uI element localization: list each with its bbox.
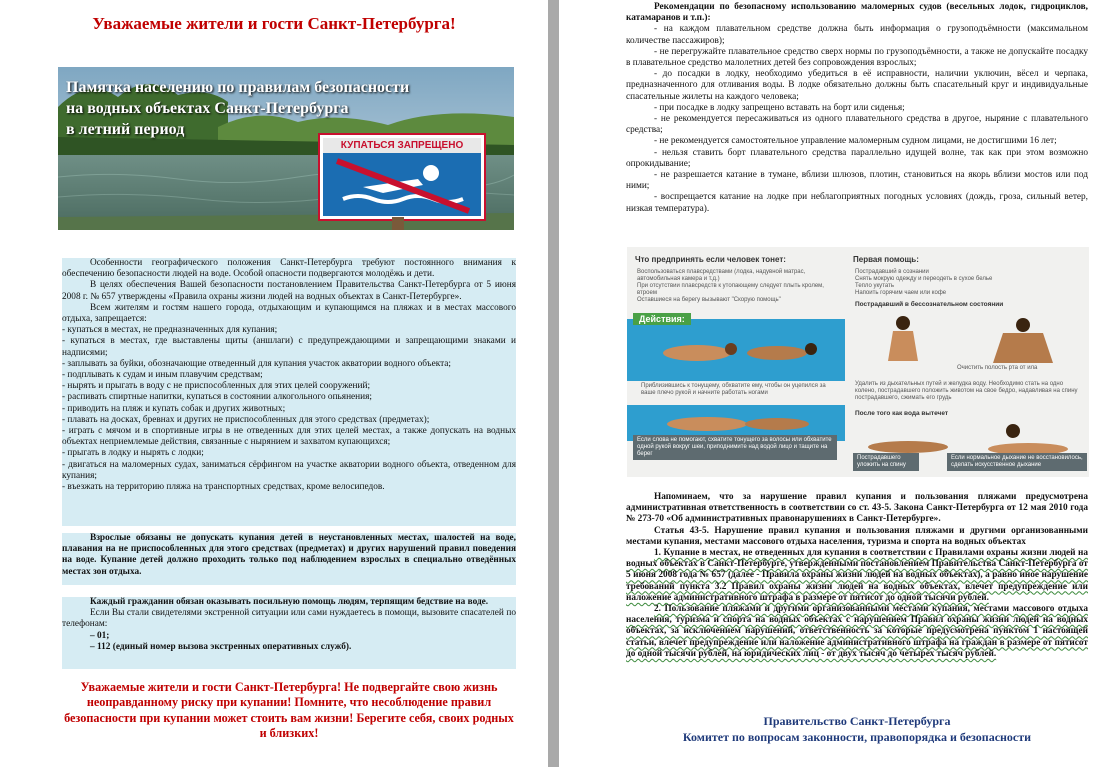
right-page [559,0,1116,767]
law-block [626,492,1088,660]
step-text: Если нормальное дыхание не восстановилось, сделать искусственное дыхание [947,453,1087,471]
boats-block [626,2,1088,215]
list-item: - не рекомендуется самостоятельное управление маломерным судном лицами, не достигшими 16 лет; [654,136,1057,147]
paragraph: Особенности географического положения Санкт-Петербурга требуют постоянного внимания к обеспечению безопасности людей на воде. Особой опасности подвергаются молодёжь и дети. [62,258,516,280]
infographic-list [855,269,1055,297]
swimmer-icon [323,153,481,216]
paragraph: Статья 43-5. Нарушение правил купания и пользования пляжами и другими организованными местами купания, местами массового отдыха населения, туризма и спорта на водных объектах [626,525,1088,547]
no-swimming-sign [320,135,484,219]
list-item: - купаться в местах, не предназначенных для купания; [62,325,278,336]
list-item: - приводить на пляж и купать собак и других животных; [62,403,286,414]
paragraph: Рекомендации по безопасному использованию маломерных судов (весельных лодок, гидроциклов, катамаранов и т.п.): [626,2,1088,24]
list-item: - прыгать в лодку и нырять с лодки; [62,448,204,459]
infographic-heading: Первая помощь: [853,255,919,264]
photo-title-line: Памятка населению по правилам безопасности [66,79,410,96]
photo-title-line: на водных объектах Санкт-Петербурга [66,100,349,117]
infographic-item: Пострадавший в сознании [855,269,929,275]
step-text: Если слова не помогают, схватите тонущего за волосы или обхватите одной рукой вокруг шеи, приподнимите над водой лицо и тащите на берег [633,435,837,460]
sign-post [392,217,404,230]
infographic-heading: Что предпринять если человек тонет: [635,255,786,264]
signature-line: Комитет по вопросам законности, правопорядка и безопасности [682,730,1032,744]
infographic-item: При отсутствии плавсредств к утопающему следует плыть кролем, втроем [637,283,824,296]
list-item: - подплывать к судам и иным плавучим средствам; [62,370,263,381]
paragraph: Каждый гражданин обязан оказывать посильную помощь людям, терпящим бедствие на воде. [90,597,489,607]
list-item: - плавать на досках, бревнах и других не приспособленных для этого средствах (предметах); [62,414,430,425]
infographic-item: Снять мокрую одежду и переодеть в сухое белье [855,276,993,282]
lake-photo [58,67,514,230]
list-item: - на каждом плавательном средстве должна быть информация о грузоподъёмности (максимальном количестве пассажиров); [626,24,1088,46]
list-item: - не разрешается катание в тумане, вблизи шлюзов, плотин, становиться на якорь вблизи мостов или под ними; [626,170,1088,192]
infographic-subheading: Пострадавший в бессознательном состоянии [855,301,1004,308]
list-item: - воспрещается катание на лодке при неблагоприятных погодных условиях (дождь, гроза, сильный ветер, низкая температура). [626,192,1088,214]
drowning-infographic [627,247,1089,477]
list-item: - распивать спиртные напитки, купаться в состоянии алкогольного опьянения; [62,392,372,403]
left-page [0,0,548,767]
list-item: - играть с мячом и в спортивные игры в не отведенных для этих целей местах, а также допускать на водных объектах неприемлемые действия, связанные с нырянием и захватом купающихся; [62,426,516,448]
infographic-item: Напоить горячим чаем или кофе [855,290,947,296]
paragraph: 2. Пользование пляжами и другими организованными местами купания, местами массового отдыха населения, туризма и спорта на водных объектах с нарушением Правил охраны жизни людей на водных объектах, за исключением нарушений, ответственность за которые предусмотрена пунктом 1 настоящей статьи, влечет предупреждение или наложение административного штрафа на граждан в размере от пятисот до одной тысячи рублей, на юридических лиц - от двух тысяч до четырех тысяч рублей. [626,604,1088,659]
rules-block [62,258,516,526]
step-text: Приблизившись к тонущему, обхватите ему, чтобы он уцепился за ваше плечо рукой и начните работать ногами [641,383,826,396]
sign-text: КУПАТЬСЯ ЗАПРЕЩЕНО [323,138,481,153]
phone-number: – 112 (единый номер вызова экстренных оперативных служб). [90,641,352,652]
photo-title-line: в летний период [66,121,185,138]
rescuer-illustration [853,311,1083,371]
list-item: - не рекомендуется пересаживаться из одного плавательного средства в другое, ныряние с плавательного средства; [626,114,1088,136]
page-title: Уважаемые жители и гости Санкт-Петербурга! [92,14,456,33]
infographic-item: Оставшиеся на берегу вызывают "Скорую помощь" [637,297,781,303]
warning-text: Уважаемые жители и гости Санкт-Петербурга! Не подвергайте свою жизнь неоправданному риску при купании! Помните, что несоблюдение правил безопасности при купании может стоить вам жизни! Берегите себя, своих родных и близких! [64,680,514,741]
list-item: - нельзя ставить борт плавательного средства параллельно идущей волне, так как при этом возможно опрокидывание; [626,147,1088,169]
paragraph: Если Вы стали свидетелями экстренной ситуации или сами нуждаетесь в помощи, вызовите спасателей по телефонам: [62,608,516,630]
swimmers-illustration [627,323,845,383]
infographic-item: Тепло укутать [855,283,894,289]
signature-line: Правительство Санкт-Петербурга [763,714,951,728]
step-text: Очистить полость рта от ила [957,365,1038,371]
photo-title [66,77,409,140]
infographic-item: Воспользоваться плавсредствами (лодка, надувной матрас, автомобильная камера и т.д.) [637,269,806,282]
infographic-subheading: После того как вода вытечет [855,410,949,417]
step-text: Удалить из дыхательных путей и желудка воду. Необходимо стать на одно колено, пострадавшего положить животом на свое бедро, надавливая на спину пострадавшего, сжимать его грудь [855,381,1078,401]
list-item: - заплывать за буйки, обозначающие отведенный для купания участок акватории водного объекта; [62,358,451,369]
list-item: - при посадке в лодку запрещено вставать на борт или сиденья; [654,102,905,113]
paragraph: 1. Купание в местах, не отведенных для купания в соответствии с Правилами охраны жизни людей на водных объектах в Санкт-Петербурге, утвержденными постановлением Правительства Санкт-Петербурга от 5 июня 2008 года № 657 (далее - Правила охраны жизни людей на водных объектах), а равно иное нарушение требований пункта 3.2 Правил охраны жизни людей на водных объектах, влечет предупреждение или наложение административного штрафа в размере от пятисот до одной тысячи рублей. [626,548,1088,603]
infographic-list [637,269,837,304]
paragraph: Взрослые обязаны не допускать купания детей в неустановленных местах, шалостей на воде, плавания на не приспособленных для этого средствах (предметах) и других нарушений правил поведения на воде. Купание детей должно проходить только под наблюдением взрослых в специально отведённых местах зон отдыха. [62,533,516,577]
help-block [62,597,516,669]
paragraph: Напоминаем, что за нарушение правил купания и пользования пляжами предусмотрена административная ответственность в соответствии со ст. 43-5. Закона Санкт-Петербурга от 12 мая 2010 года № 273-70 «Об административных правонарушениях в Санкт-Петербурге». [626,492,1088,525]
list-item: - до посадки в лодку, необходимо убедиться в её исправности, наличии уключин, вёсел и черпака, предназначенного для отливания воды. В лодке обязательно должны быть спасательный круг и индивидуальные спасательные жилеты на каждого человека; [626,69,1088,102]
actions-label: Действия: [633,313,691,325]
list-item: - двигаться на маломерных судах, заниматься сёрфингом на участке акватории водного объекта, отведенном для купания; [62,459,516,481]
list-item: - не перегружайте плавательное средство сверх нормы по грузоподъёмности, а также не допускайте посадку в плавательное средство малолетних детей без сопровождения взрослых; [626,46,1088,69]
list-item: - купаться в местах, где выставлены щиты (аншлаги) с предупреждающими и запрещающими знаками и надписями; [62,336,516,358]
list-item: - въезжать на территорию пляжа на транспортных средствах, кроме велосипедов. [62,482,385,493]
list-item: - нырять и прыгать в воду с не приспособленных для этих целей сооружений; [62,381,371,392]
adults-block [62,533,516,585]
paragraph: Всем жителям и гостям нашего города, отдыхающим и купающимся на пляжах и в местах массового отдыха, запрещается: [62,302,516,325]
step-text: Пострадавшего уложить на спину [853,453,919,471]
phone-number: – 01; [90,630,110,641]
paragraph: В целях обеспечения Вашей безопасности постановлением Правительства Санкт-Петербурга от 5 июня 2008 г. № 657 утверждены «Правила охраны жизни людей на водных объектах в Санкт-Петербурге». [62,280,516,302]
